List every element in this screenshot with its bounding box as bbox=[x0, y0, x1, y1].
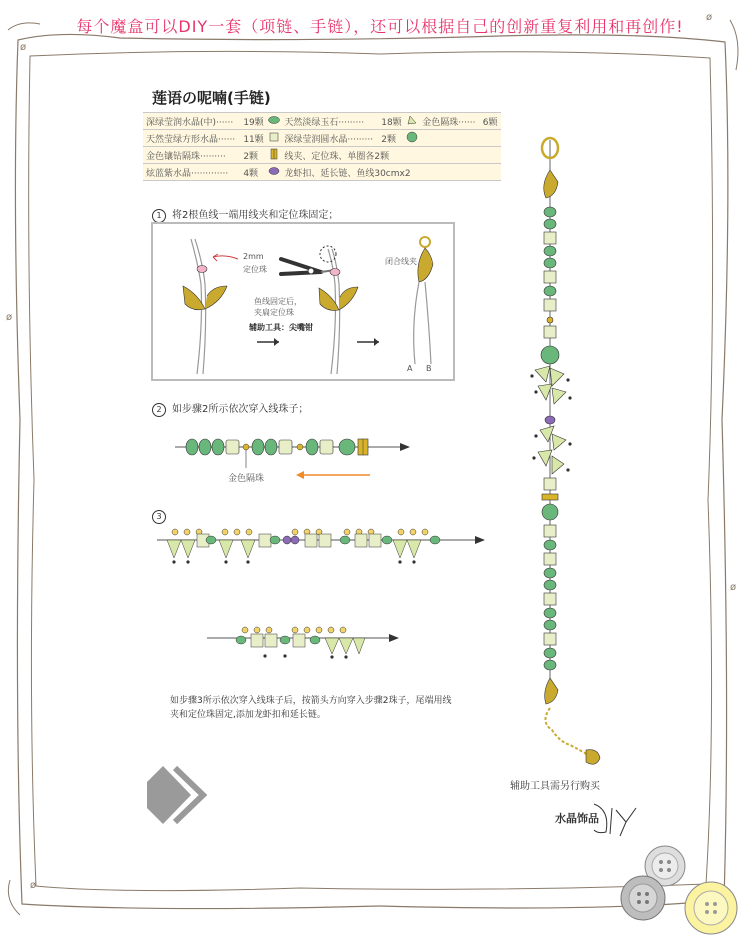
material-qty: 2颗 bbox=[240, 147, 267, 164]
material-name: 金色镶钻隔珠········· bbox=[143, 147, 240, 164]
instruction-note: 如步骤3所示依次穿入线珠子后，按箭头方向穿入步骤2珠子，尾端用线夹和定位珠固定,添加龙虾扣和延长链。 bbox=[170, 696, 452, 720]
material-qty: 6颗 bbox=[480, 113, 501, 130]
material-name: 天然淡绿玉石········· bbox=[281, 113, 378, 130]
material-qty: 19颗 bbox=[240, 113, 267, 130]
materials-row bbox=[143, 113, 501, 130]
material-name: 深绿莹润圆水晶········· bbox=[281, 130, 378, 147]
label-a: A bbox=[407, 364, 413, 373]
material-name: 线夹、定位珠、单圈各2颗 bbox=[281, 147, 419, 164]
material-qty: 2颗 bbox=[378, 130, 405, 147]
step-2-heading bbox=[152, 400, 308, 417]
material-qty: 4颗 bbox=[240, 164, 267, 181]
jade-drop-icon bbox=[405, 113, 419, 130]
page-title: 莲语の呢喃(手链) bbox=[152, 89, 271, 107]
step-2-diagram bbox=[170, 430, 420, 490]
green-oval-icon bbox=[267, 113, 281, 130]
materials-row bbox=[143, 147, 501, 164]
material-qty: 18颗 bbox=[378, 113, 405, 130]
bracelet-illustration bbox=[500, 130, 610, 770]
step-1-illustration bbox=[151, 222, 455, 381]
top-banner: 每个魔盒可以DIY一套（项链、手链），还可以根据自己的创新重复利用和再创作! bbox=[76, 17, 684, 36]
step-3-heading bbox=[152, 510, 172, 524]
materials-row bbox=[143, 164, 501, 181]
step-text: 如步骤2所示依次穿入线珠子； bbox=[172, 404, 309, 415]
label-crimp-bead: 定位珠 bbox=[243, 265, 267, 274]
svg-text:ø: ø bbox=[706, 12, 713, 23]
tools-note: 辅助工具需另行购买 bbox=[510, 781, 600, 792]
material-name: 金色隔珠······ bbox=[419, 113, 480, 130]
material-name: 龙虾扣、延长链、鱼线30cmx2 bbox=[281, 164, 419, 181]
step-3-diagram-bottom bbox=[205, 626, 405, 666]
purple-bead-icon bbox=[267, 164, 281, 181]
step-number: 1 bbox=[152, 209, 166, 223]
material-name: 深绿莹润水晶(中)······ bbox=[143, 113, 240, 130]
label-gold-spacer: 金色隔珠 bbox=[228, 474, 265, 484]
round-green-icon bbox=[405, 130, 419, 147]
step-1-heading bbox=[152, 206, 338, 223]
label-fix2: 夹扁定位珠 bbox=[254, 308, 294, 317]
diy-logo bbox=[590, 800, 640, 840]
label-closed-clip: 闭合线夹 bbox=[385, 257, 417, 266]
brand-label: 水晶饰品 bbox=[555, 812, 599, 825]
step-number: 2 bbox=[152, 403, 166, 417]
materials-table bbox=[143, 112, 501, 181]
material-qty: 11颗 bbox=[240, 130, 267, 147]
square-bead-icon bbox=[267, 130, 281, 147]
materials-row bbox=[143, 130, 501, 147]
material-name: 天然莹绿方形水晶······ bbox=[143, 130, 240, 147]
svg-text:ø: ø bbox=[6, 312, 13, 323]
svg-text:ø: ø bbox=[30, 880, 37, 891]
svg-text:ø: ø bbox=[20, 42, 27, 53]
step-number: 3 bbox=[152, 510, 166, 524]
decorative-buttons bbox=[615, 840, 750, 938]
label-b: B bbox=[426, 364, 432, 373]
label-tool: 辅助工具：尖嘴钳 bbox=[249, 323, 313, 332]
label-2mm: 2mm bbox=[243, 252, 264, 261]
rhinestone-spacer-icon bbox=[267, 147, 281, 164]
material-name: 炫蓝紫水晶············· bbox=[143, 164, 240, 181]
label-fix: 鱼线固定后， bbox=[254, 297, 302, 306]
step-text: 将2根鱼线一端用线夹和定位珠固定； bbox=[172, 210, 339, 221]
svg-text:ø: ø bbox=[730, 582, 737, 593]
brand-badge bbox=[143, 762, 213, 828]
step-3-diagram-top bbox=[155, 528, 495, 573]
